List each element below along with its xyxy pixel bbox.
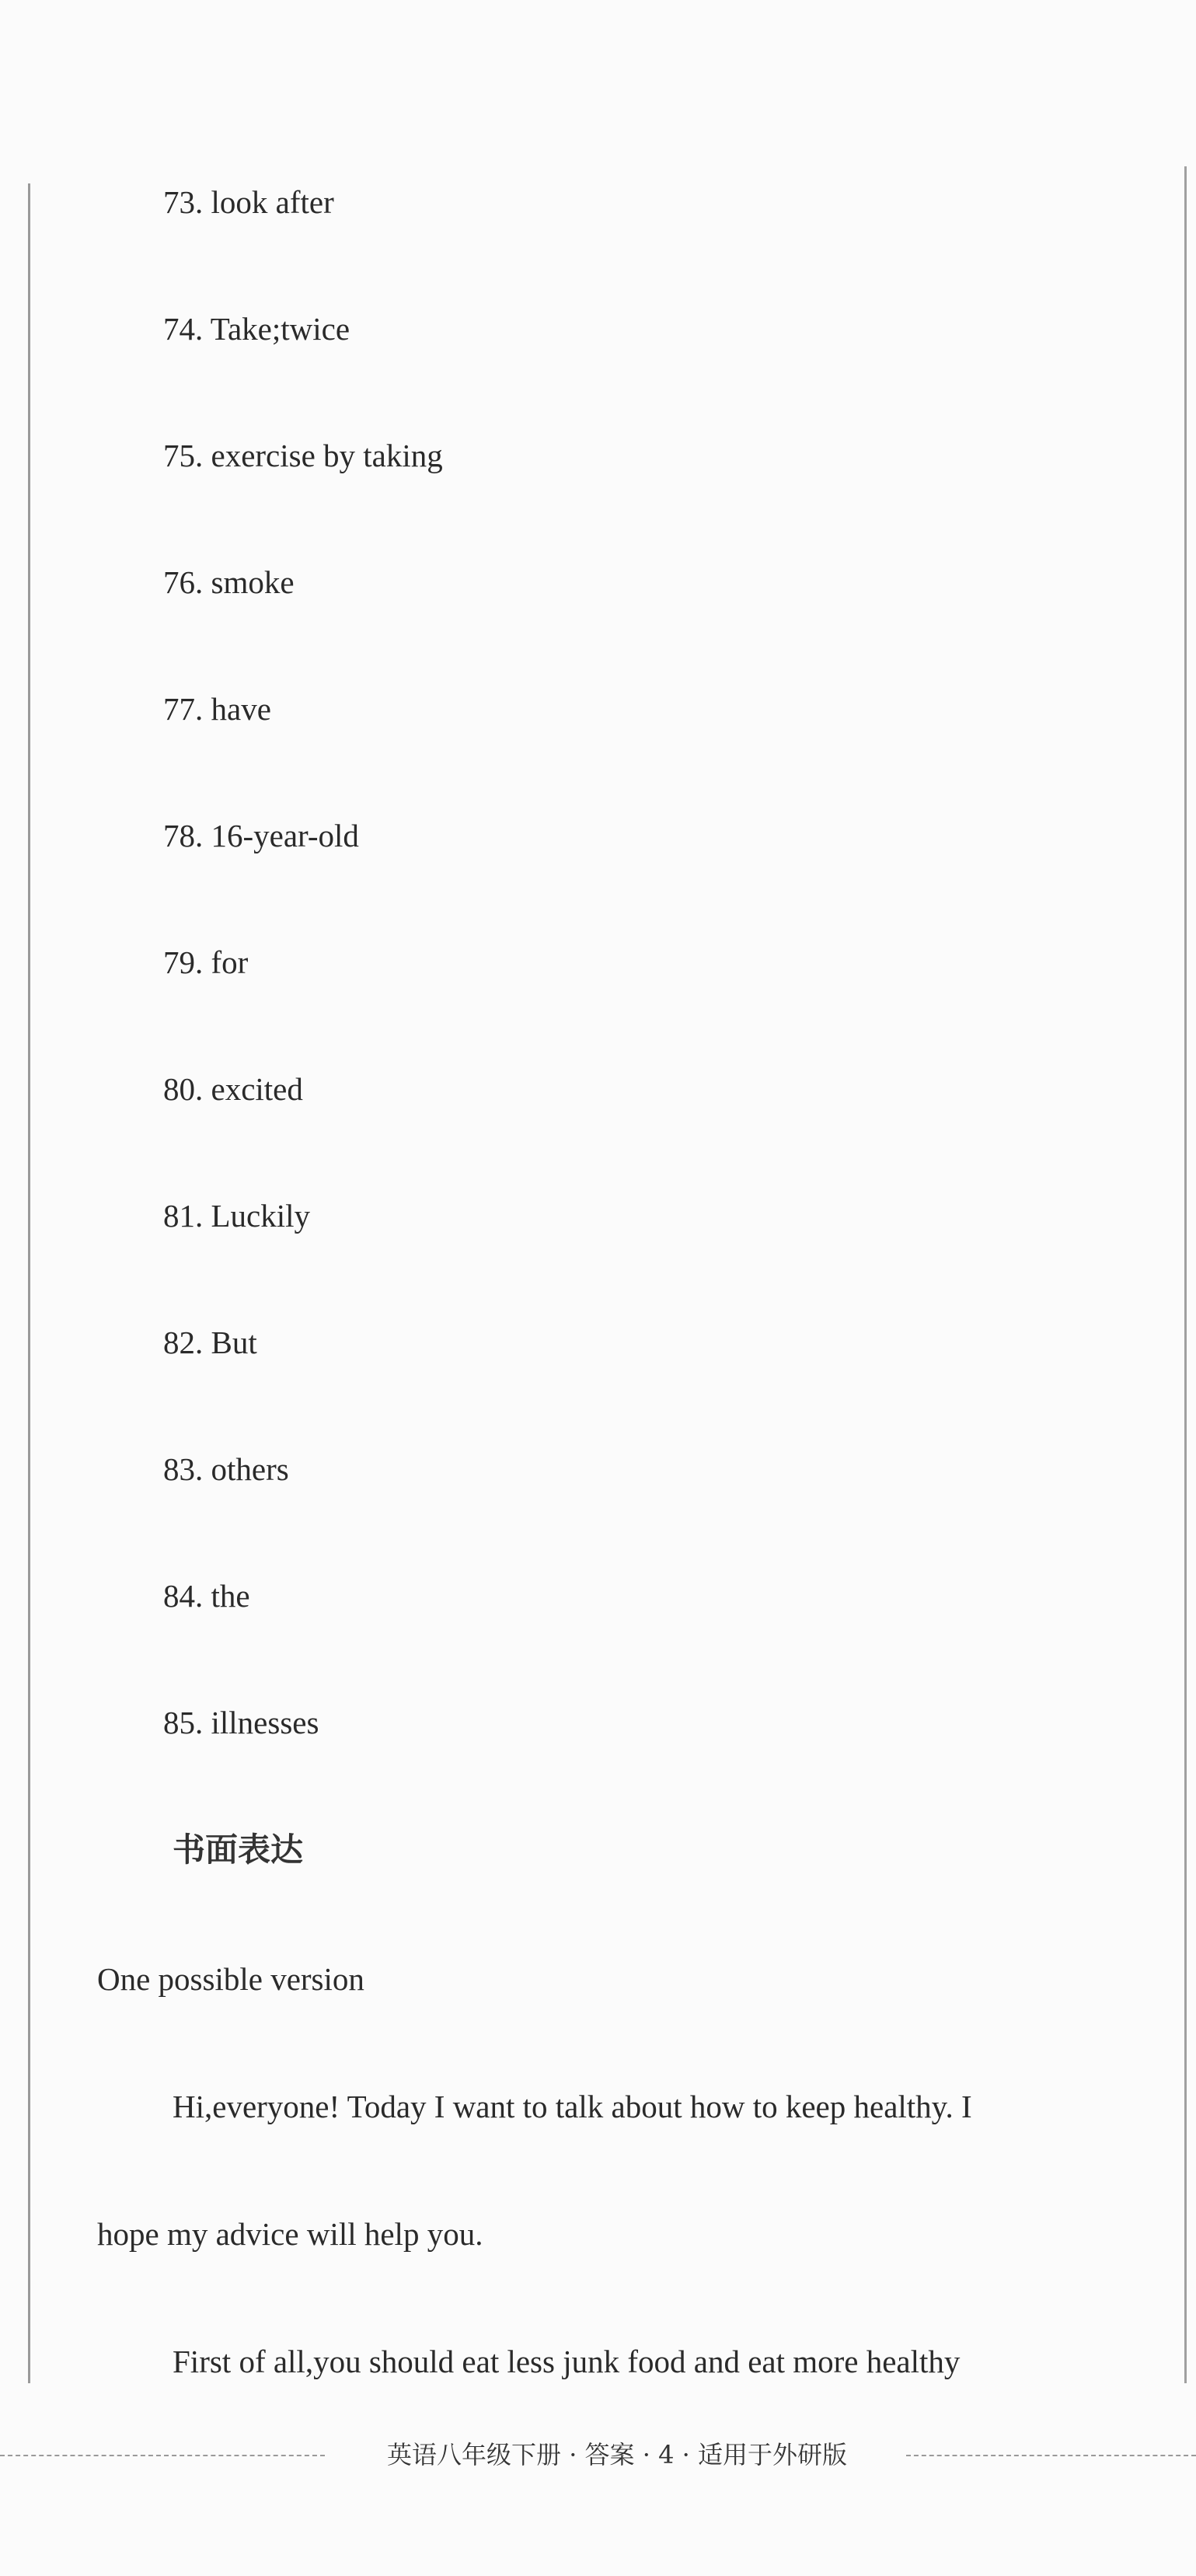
answer-item xyxy=(163,1701,443,1827)
answer-item xyxy=(163,1447,443,1574)
page-border-right xyxy=(1184,166,1187,2383)
answer-text: 16-year-old xyxy=(211,818,359,853)
footer-dashed-rule-right xyxy=(906,2455,1196,2456)
answer-number: 81. xyxy=(163,1198,204,1234)
answer-text: exercise by taking xyxy=(211,438,443,473)
page-border-left xyxy=(28,183,30,2383)
answer-number: 83. xyxy=(163,1451,204,1487)
answer-text: But xyxy=(211,1325,257,1360)
answer-item xyxy=(163,434,443,560)
answer-text: the xyxy=(211,1578,250,1614)
footer-dashed-rule-left xyxy=(0,2455,325,2456)
answer-number: 73. xyxy=(163,184,204,220)
answer-number: 84. xyxy=(163,1578,204,1614)
answer-number: 80. xyxy=(163,1071,204,1107)
answer-number: 76. xyxy=(163,564,204,600)
answer-number: 79. xyxy=(163,944,204,980)
answer-item xyxy=(163,1067,443,1194)
answer-number: 85. xyxy=(163,1705,204,1740)
essay-version-label: One possible version xyxy=(97,1961,364,1997)
answer-number: 74. xyxy=(163,311,204,347)
answer-text: for xyxy=(211,944,249,980)
answer-text: smoke xyxy=(211,564,295,600)
answer-item xyxy=(163,687,443,814)
answer-item xyxy=(163,180,443,307)
answer-item xyxy=(163,560,443,687)
essay-line: First of all,you should eat less junk food and eat more healthy xyxy=(173,2344,961,2379)
answer-number: 77. xyxy=(163,691,204,727)
footer-text: 英语八年级下册 · 答案 · 4 · 适用于外研版 xyxy=(387,2440,847,2470)
answer-text: have xyxy=(211,691,271,727)
answer-item xyxy=(163,1194,443,1321)
answer-item xyxy=(163,814,443,941)
answer-text: excited xyxy=(211,1071,303,1107)
answer-item xyxy=(163,941,443,1067)
answer-number: 75. xyxy=(163,438,204,473)
essay-line: hope my advice will help you. xyxy=(97,2216,483,2252)
answer-number: 78. xyxy=(163,818,204,853)
answer-text: Take;twice xyxy=(210,311,350,347)
answer-text: look after xyxy=(211,184,334,220)
answer-item xyxy=(163,1321,443,1447)
answer-item xyxy=(163,1574,443,1701)
answer-text: others xyxy=(211,1451,289,1487)
answer-item xyxy=(163,307,443,434)
answer-number: 82. xyxy=(163,1325,204,1360)
page-footer xyxy=(0,2431,1196,2478)
answer-text: illnesses xyxy=(211,1705,319,1740)
essay-line: Hi,everyone! Today I want to talk about how to keep healthy. I xyxy=(173,2089,972,2124)
answer-list xyxy=(163,180,443,1827)
writing-section-heading: 书面表达 xyxy=(173,1831,304,1869)
answer-text: Luckily xyxy=(211,1198,311,1234)
